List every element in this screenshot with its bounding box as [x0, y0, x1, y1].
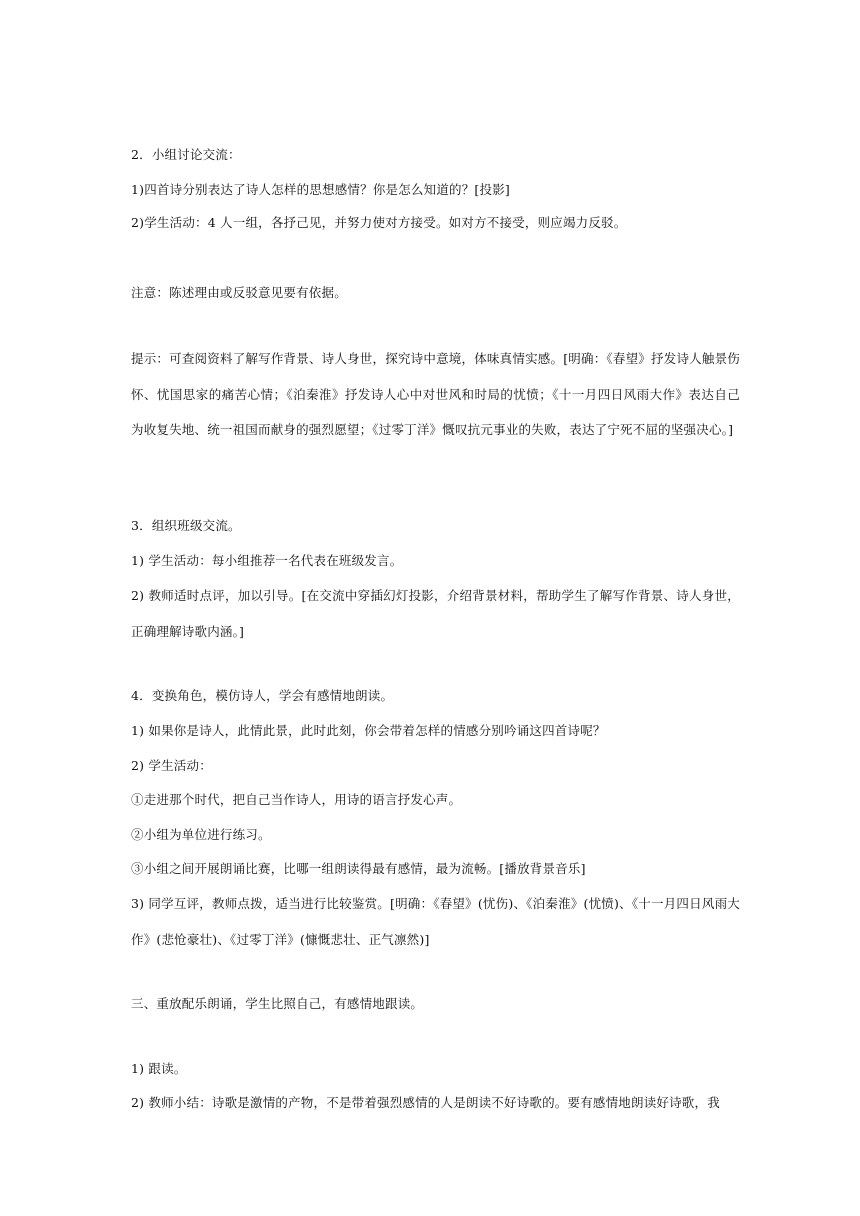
- section-three-item-2: 2) 教师小结：诗歌是激情的产物，不是带着强烈感情的人是朗读不好诗歌的。要有感情地朗读好诗歌，我: [131, 1095, 720, 1110]
- section-2-item-2: 2)学生活动：4 人一组，各抒己见，并努力使对方接受。如对方不接受，则应竭力反驳。: [131, 215, 627, 230]
- section-2-heading: 2．小组讨论交流：: [131, 147, 241, 162]
- section-3-item-2: 2) 教师适时点评，加以引导。[在交流中穿插幻灯投影，介绍背景材料，帮助学生了解写作背景、诗人身世，正确理解诗歌内涵。]: [131, 588, 740, 639]
- section-4-heading: 4．变换角色，模仿诗人，学会有感情地朗读。: [131, 688, 394, 703]
- section-3-heading: 3．组织班级交流。: [131, 518, 241, 533]
- section-4-item-1: 1) 如果你是诗人，此情此景，此时此刻，你会带着怎样的情感分别吟诵这四首诗呢？: [131, 723, 606, 738]
- section-2-hint: 提示：可查阅资料了解写作背景、诗人身世，探究诗中意境，体味真情实感。[明确：《春望》抒发诗人触景伤怀、忧国思家的痛苦心情；《泊秦淮》抒发诗人心中对世风和时局的忧愤；《十一月四日风雨大作》表达自己为收复失地、统一祖国而献身的强烈愿望；《过零丁洋》慨叹抗元事业的失败，表达了宁死不屈的坚强决心。]: [131, 351, 740, 437]
- section-4-item-3: 3) 同学互评，教师点拨，适当进行比较鉴赏。[明确：《春望》(忧伤)、《泊秦淮》(忧愤)、《十一月四日风雨大作》(悲怆豪壮)、《过零丁洋》(慷慨悲壮、正气凛然)]: [131, 896, 740, 947]
- section-2-item-1: 1)四首诗分别表达了诗人怎样的思想感情？你是怎么知道的？[投影]: [131, 182, 510, 197]
- section-3-item-1: 1) 学生活动：每小组推荐一名代表在班级发言。: [131, 553, 403, 568]
- section-4-sub-1: ①走进那个时代，把自己当作诗人，用诗的语言抒发心声。: [131, 792, 462, 807]
- section-three-heading: 三、重放配乐朗诵，学生比照自己，有感情地跟读。: [131, 996, 424, 1011]
- section-2-note: 注意：陈述理由或反驳意见要有依据。: [131, 285, 347, 300]
- section-4-item-2: 2) 学生活动：: [131, 758, 212, 773]
- section-three-item-1: 1) 跟读。: [131, 1061, 187, 1076]
- section-4-sub-2: ②小组为单位进行练习。: [131, 827, 271, 842]
- section-4-sub-3: ③小组之间开展朗诵比赛，比哪一组朗读得最有感情，最为流畅。[播放背景音乐]: [131, 861, 586, 876]
